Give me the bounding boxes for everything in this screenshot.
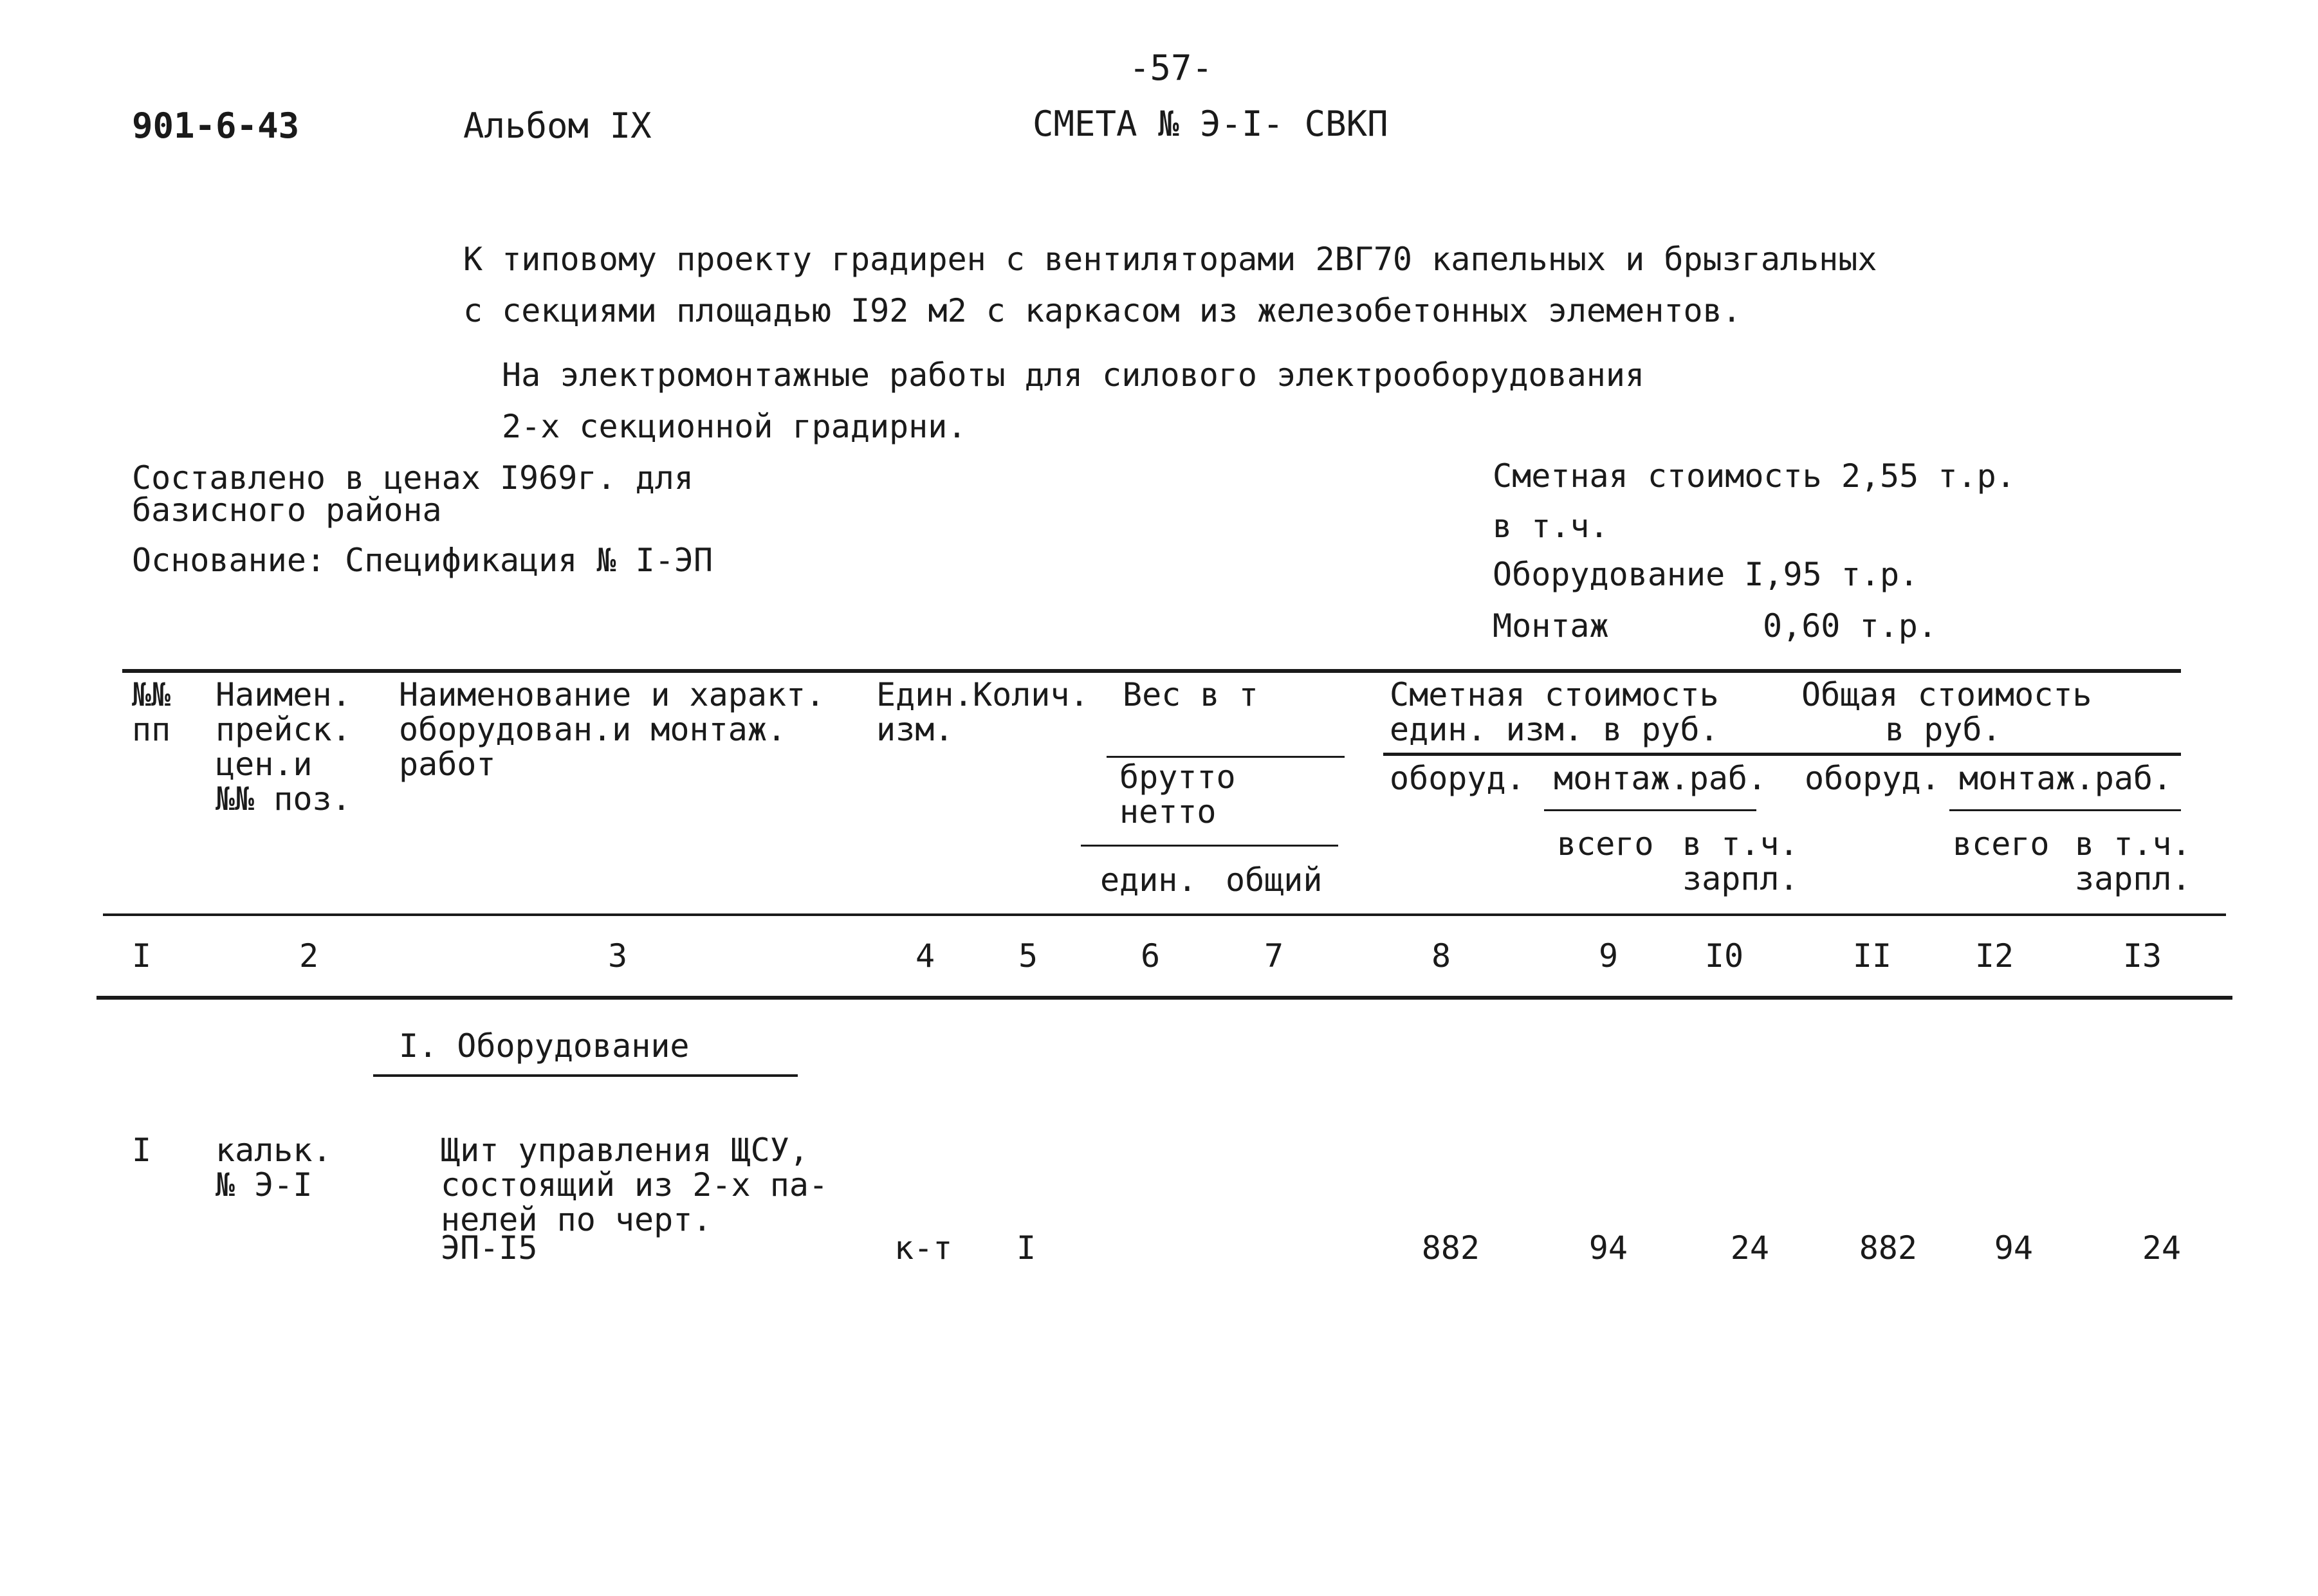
equipment-header-1: оборуд. (1390, 760, 1525, 797)
col-number-13: I3 (2122, 937, 2162, 975)
section-title: I. Оборудование (399, 1027, 690, 1065)
incl-header-2a: в т.ч. (2075, 825, 2191, 863)
equipment-header-2: оборуд. (1805, 760, 1940, 797)
row-name-4: ЭП-I5 (441, 1229, 538, 1267)
row-ref-1: кальк. (216, 1132, 332, 1169)
overall-cost-header-1: Общая стоимость (1801, 676, 2092, 713)
weight-rule (1107, 756, 1345, 758)
equipment-cost: Оборудование I,95 т.р. (1493, 556, 1919, 593)
incl-header-1b: зарпл. (1682, 860, 1799, 897)
row-quantity: I (1016, 1229, 1036, 1267)
mount-header-2: монтаж.раб. (1959, 760, 2173, 797)
col-number-1: I (131, 937, 152, 975)
estimated-cost-header-2: един. изм. в руб. (1390, 711, 1719, 748)
estimated-cost-header-1: Сметная стоимость (1390, 676, 1719, 713)
cost-rule (1383, 753, 2181, 756)
netto-header: нетто (1119, 793, 1217, 830)
basis-line: Основание: Спецификация № I-ЭП (132, 542, 713, 579)
col1-header-2: пп (132, 711, 171, 748)
row-col8: 882 (1421, 1229, 1480, 1267)
col4-header-2: изм. (876, 711, 954, 748)
section-underline (373, 1074, 798, 1077)
incl-header-1a: в т.ч. (1682, 825, 1799, 863)
row-name-2: состоящий из 2-х па- (441, 1166, 829, 1204)
col-number-5: 5 (1018, 937, 1038, 975)
incl-header-2b: зарпл. (2075, 860, 2191, 897)
album-label: Альбом IX (463, 105, 652, 146)
col-number-6: 6 (1140, 937, 1161, 975)
col1-header-1: №№ (132, 676, 171, 713)
row-number: I (132, 1132, 152, 1169)
overall-cost-header-2: в руб. (1885, 711, 2001, 748)
col-number-4: 4 (915, 937, 935, 975)
col5-header: Колич. (973, 676, 1089, 713)
intro-line-1: К типовому проекту градирен с вентиляторами 2ВГ70 капельных и брызгальных (463, 241, 1877, 278)
weight-header: Вес в т (1123, 676, 1258, 713)
col-number-3: 3 (607, 937, 628, 975)
col-number-2: 2 (299, 937, 319, 975)
col3-header-3: работ (399, 746, 496, 783)
page-number: -57- (1129, 48, 1213, 88)
mount-sub-rule-2 (1949, 809, 2181, 811)
col4-header-1: Един. (876, 676, 973, 713)
table-top-rule (122, 669, 2181, 673)
mount-header-1: монтаж.раб. (1554, 760, 1767, 797)
col-number-12: I2 (1974, 937, 2014, 975)
col2-header-4: №№ поз. (216, 780, 351, 818)
row-col13: 24 (2142, 1229, 2181, 1267)
col3-header-2: оборудован.и монтаж. (399, 711, 787, 748)
col2-header-2: прейск. (216, 711, 351, 748)
composed-line-2: базисного района (132, 491, 442, 529)
col3-header-1: Наименование и характ. (399, 676, 825, 713)
col-number-10: I0 (1704, 937, 1744, 975)
mount-label: Монтаж (1493, 607, 1609, 645)
intro-line-4: 2-х секционной градирни. (502, 408, 967, 445)
total-header-2: всего (1953, 825, 2050, 863)
total-weight-header: общий (1226, 861, 1323, 899)
including-label: в т.ч. (1493, 508, 1609, 545)
estimate-title: СМЕТА № Э-I- СВКП (1033, 104, 1388, 144)
col2-header-3: цен.и (216, 746, 313, 783)
row-ref-2: № Э-I (216, 1166, 313, 1204)
intro-line-2: с секциями площадью I92 м2 с каркасом из железобетонных элементов. (463, 292, 1742, 329)
total-header-1: всего (1557, 825, 1654, 863)
col-number-11: II (1852, 937, 1892, 975)
col-number-8: 8 (1431, 937, 1451, 975)
row-col11: 882 (1859, 1229, 1917, 1267)
row-col9: 94 (1588, 1229, 1628, 1267)
unit-rule (1081, 845, 1338, 847)
header-bottom-rule (103, 913, 2226, 916)
row-name-1: Щит управления ЩСУ, (441, 1132, 809, 1169)
row-col12: 94 (1994, 1229, 2033, 1267)
row-col10: 24 (1730, 1229, 1769, 1267)
row-unit: к-т (894, 1229, 953, 1267)
unit-weight-header: един. (1100, 861, 1197, 899)
mount-cost: 0,60 т.р. (1763, 607, 1937, 645)
intro-line-3: На электромонтажные работы для силового электрооборудования (502, 356, 1645, 394)
mount-sub-rule-1 (1544, 809, 1756, 811)
brutto-header: брутто (1119, 758, 1236, 796)
col2-header-1: Наимен. (216, 676, 351, 713)
composed-line-1: Составлено в ценах I969г. для (132, 459, 694, 497)
estimated-cost: Сметная стоимость 2,55 т.р. (1493, 457, 2016, 495)
numbers-bottom-rule (97, 996, 2232, 1000)
col-number-7: 7 (1264, 937, 1284, 975)
document-code: 901-6-43 (132, 105, 300, 146)
col-number-9: 9 (1598, 937, 1619, 975)
row-name-3: нелей по черт. (441, 1201, 712, 1238)
